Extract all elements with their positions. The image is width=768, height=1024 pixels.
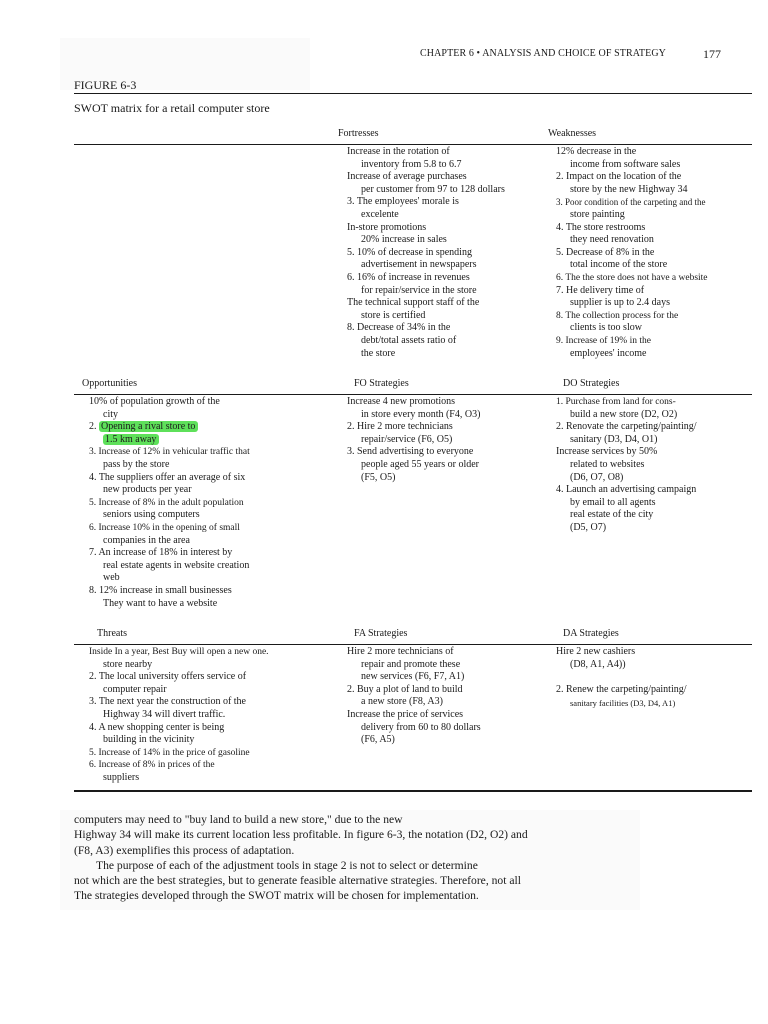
- rule-figure-top: [74, 93, 752, 94]
- list-item: 10% of population growth of the city: [89, 396, 220, 420]
- list-item: 5. Decrease of 8% in the total income of the store: [556, 246, 668, 271]
- list-item: In-store promotions 20% increase in sales: [347, 221, 447, 246]
- list-item: 2. Buy a plot of land to build a new store (F8, A3): [347, 683, 463, 708]
- list-item: 2. Renovate the carpeting/painting/ sanitary (D3, D4, O1): [556, 421, 697, 445]
- list-item: 4. Launch an advertising campaign by email to all agents real estate of the city (D5, O7): [556, 484, 697, 533]
- header-fo-strategies: FO Strategies: [354, 378, 409, 389]
- body-line: The purpose of each of the adjustment tools in stage 2 is not to select or determine: [96, 858, 478, 872]
- list-item: 8. Decrease of 34% in the debt/total assets ratio of the store: [347, 322, 457, 359]
- list-item: Hire 2 new cashiers (D8, A1, A4)): [556, 646, 636, 670]
- fa-strategies-list: [347, 646, 481, 747]
- list-item: 3. Increase of 12% in vehicular traffic that pass by the store: [89, 447, 250, 470]
- body-line: Highway 34 will make its current location less profitable. In figure 6-3, the notation (D2, O2) and: [74, 828, 528, 842]
- list-item: Increase the price of services delivery from 60 to 80 dollars (F6, A5): [347, 708, 481, 746]
- list-item: Increase services by 50% related to websites (D6, O7, O8): [556, 446, 658, 483]
- list-item: 5. Increase of 8% in the adult population seniors using computers: [89, 497, 244, 521]
- list-item: 3. The next year the construction of the Highway 34 will divert traffic.: [89, 696, 246, 720]
- list-item: 6. 16% of increase in revenues for repair/service in the store: [347, 271, 477, 296]
- list-item: 5. Increase of 14% in the price of gasoline: [89, 747, 250, 758]
- list-item: 3. Send advertising to everyone people aged 55 years or older (F5, O5): [347, 446, 480, 483]
- list-item: Increase 4 new promotions in store every month (F4, O3): [347, 396, 481, 420]
- body-line: computers may need to "buy land to build a new store," due to the new: [74, 813, 403, 826]
- list-item: 8. 12% increase in small businesses They want to have a website: [89, 584, 232, 609]
- list-item: 3. Poor condition of the carpeting and the store painting: [556, 197, 706, 220]
- da-strategies-list: [556, 646, 687, 709]
- opportunities-list: [89, 396, 250, 610]
- header-weaknesses: Weaknesses: [548, 128, 597, 139]
- body-line: The strategies developed through the SWOT matrix will be chosen for implementation.: [74, 889, 479, 903]
- header-opportunities: Opportunities: [82, 378, 137, 389]
- figure-label: FIGURE 6-3: [74, 78, 137, 92]
- list-item: 6. Increase 10% in the opening of small companies in the area: [89, 522, 240, 546]
- body-line: (F8, A3) exemplifies this process of adaptation.: [74, 843, 295, 857]
- highlight-mark: Opening a rival store to: [99, 421, 198, 432]
- list-item: Inside In a year, Best Buy will open a new one. store nearby: [89, 647, 269, 670]
- weaknesses-list: [556, 146, 708, 360]
- list-item: Increase of average purchases per customer from 97 to 128 dollars: [347, 171, 505, 195]
- list-item: 4. The store restrooms they need renovation: [556, 221, 654, 246]
- strengths-list: [347, 146, 505, 360]
- highlight-mark: 1.5 km away: [103, 434, 159, 445]
- list-item: 2. The local university offers service of computer repair: [89, 671, 247, 695]
- rule-matrix-bottom: [74, 790, 752, 792]
- list-item: 5. 10% of decrease in spending advertisement in newspapers: [347, 246, 477, 271]
- list-item: Increase in the rotation of inventory from 5.8 to 6.7: [347, 146, 462, 170]
- body-paragraph: [74, 812, 528, 904]
- header-fa-strategies: FA Strategies: [354, 628, 408, 639]
- threats-list: [89, 646, 269, 785]
- page-number: 177: [703, 47, 721, 61]
- rule-matrix-top: [74, 144, 752, 145]
- header-da-strategies: DA Strategies: [563, 628, 619, 639]
- header-threats: Threats: [97, 628, 127, 639]
- list-item: 6. The the store does not have a website: [556, 272, 708, 283]
- list-item: 8. The collection process for the clients is too slow: [556, 310, 679, 334]
- list-item: 12% decrease in the income from software sales: [556, 146, 681, 170]
- list-item: 4. A new shopping center is being building in the vicinity: [89, 721, 225, 746]
- header-do-strategies: DO Strategies: [563, 378, 620, 389]
- list-item: 6. Increase of 8% in prices of the suppliers: [89, 760, 215, 783]
- list-item: The technical support staff of the store is certified: [347, 297, 480, 321]
- list-item: Hire 2 more technicians of repair and promote these new services (F6, F7, A1): [347, 646, 465, 683]
- rule-opportunities: [74, 394, 752, 395]
- do-strategies-list: [556, 396, 697, 535]
- list-item: 2. Renew the carpeting/painting/ sanitary facilities (D3, D4, A1): [556, 684, 687, 708]
- list-item: 2. Impact on the location of the store by the new Highway 34: [556, 171, 688, 195]
- header-strengths: Fortresses: [338, 128, 379, 139]
- list-item: 4. The suppliers offer an average of six new products per year: [89, 471, 246, 496]
- running-header: CHAPTER 6 • ANALYSIS AND CHOICE OF STRATEGY: [420, 48, 666, 59]
- rule-threats: [74, 644, 752, 645]
- list-item: 1. Purchase from land for cons- build a new store (D2, O2): [556, 397, 678, 420]
- list-item: 9. Increase of 19% in the employees' income: [556, 335, 651, 359]
- list-item: 2. Hire 2 more technicians repair/service (F6, O5): [347, 421, 453, 445]
- body-line: not which are the best strategies, but to generate feasible alternative strategies. Therefore, not all: [74, 874, 521, 888]
- fo-strategies-list: [347, 396, 480, 484]
- list-item-highlighted: 2. Opening a rival store to 1.5 km away: [89, 421, 250, 446]
- list-item: 3. The employees' morale is excelente: [347, 196, 459, 220]
- list-item: 7. An increase of 18% in interest by real estate agents in website creation web: [89, 547, 250, 584]
- figure-caption: SWOT matrix for a retail computer store: [74, 101, 270, 115]
- list-item: 7. He delivery time of supplier is up to 2.4 days: [556, 284, 670, 309]
